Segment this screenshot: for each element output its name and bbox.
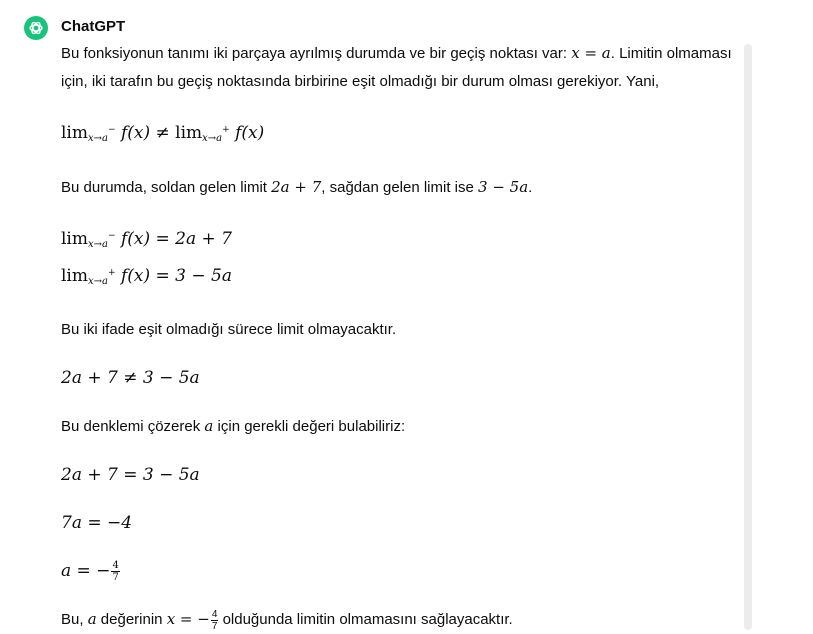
function-fx: f(x) [120, 123, 151, 143]
paragraph-no-limit: Bu iki ifade eşit olmadığı sürece limit olmayacaktır. [61, 321, 397, 338]
solve-text-2: için gerekli değeri bulabiliriz: [213, 418, 406, 435]
conclusion-text: Bu, [61, 611, 88, 628]
lim-sup-plus: + [107, 268, 116, 278]
right-limit-value: = 3 − 5a [155, 266, 232, 286]
neq-symbol: ≠ [155, 123, 170, 143]
paragraph-limits [61, 173, 741, 202]
lim-symbol: lim [61, 266, 88, 286]
lim-symbol: lim [175, 123, 203, 143]
function-fx: f(x) [120, 266, 151, 286]
equation-step-3 [61, 557, 741, 585]
function-fx: f(x) [235, 123, 265, 143]
message-author: ChatGPT [61, 18, 126, 35]
limit-left-equation [61, 222, 741, 259]
left-limit-value: = 2a + 7 [155, 229, 232, 249]
limit-inequality [61, 116, 741, 153]
openai-logo-icon [28, 20, 44, 36]
intro-math: x = a [571, 44, 611, 62]
function-fx: f(x) [120, 229, 151, 249]
equation-step-1: 2a + 7 = 3 − 5a [61, 465, 200, 485]
conclusion-math-1: a [87, 610, 97, 628]
paragraph-intro [61, 39, 741, 96]
fraction [111, 560, 119, 583]
conclusion-text-3: olduğunda limitin olmamasını sağlayacaktır. [218, 611, 513, 628]
limit-right-equation [61, 259, 741, 296]
inequality-equation: 2a + 7 ≠ 3 − 5a [61, 368, 200, 388]
intro-text: Bu fonksiyonun tanımı iki parçaya ayrılmış durumda ve bir geçiş noktası var: [61, 45, 572, 62]
fraction-numerator: 4 [112, 560, 119, 571]
limits-text-2: , sağdan gelen limit ise [321, 179, 479, 196]
lim-sup-minus: − [107, 231, 116, 241]
limits-math-2: 3 − 5a [478, 178, 529, 196]
paragraph-solve [61, 412, 741, 441]
lim-subscript: x→a [88, 276, 108, 287]
limits-math-1: 2a + 7 [271, 178, 322, 196]
lim-subscript: x→a [202, 133, 223, 144]
step-3-lhs: a = − [61, 561, 111, 581]
intro-text-2: . Limitin olmaması için, iki tarafın bu geçiş noktasında birbirine eşit olmadığı bir durum olması gerekiyor. Yani, [61, 45, 732, 90]
lim-sup-minus: − [107, 125, 116, 135]
solve-text: Bu denklemi çözerek [61, 418, 205, 435]
fraction-denominator: 7 [211, 620, 218, 632]
fraction-denominator: 7 [112, 572, 119, 583]
fraction-numerator: 4 [211, 608, 218, 620]
scrollbar[interactable] [744, 44, 752, 630]
limits-text-3: . [528, 179, 533, 196]
message-content [61, 39, 741, 634]
solve-math: a [204, 417, 214, 435]
conclusion-math-2: x = − [166, 610, 210, 628]
lim-subscript: x→a [88, 133, 108, 144]
limits-text: Bu durumda, soldan gelen limit [61, 179, 272, 196]
conclusion-text-2: değerinin [96, 611, 167, 628]
lim-symbol: lim [61, 123, 88, 143]
equation-step-2: 7a = −4 [61, 513, 133, 533]
chatgpt-avatar [24, 16, 48, 40]
lim-subscript: x→a [88, 239, 108, 250]
lim-symbol: lim [61, 229, 88, 249]
lim-sup-plus: + [222, 125, 230, 135]
